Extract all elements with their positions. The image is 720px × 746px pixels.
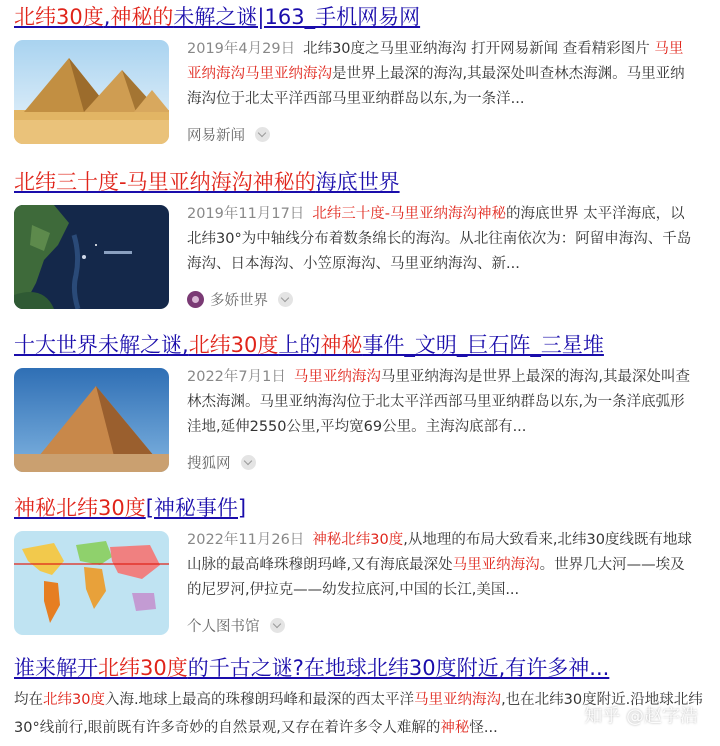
result-source[interactable]	[187, 614, 285, 636]
result-thumbnail[interactable]	[14, 368, 169, 472]
text-segment: ,也在北纬30度附近.沿地球北纬30°线前行,眼前既有许多奇妙的自然景观,又存在着许多令人难解的	[14, 692, 703, 736]
result-thumbnail[interactable]	[14, 40, 169, 144]
result-title-link[interactable]	[14, 2, 710, 32]
result-thumbnail[interactable]	[14, 531, 169, 635]
search-result	[14, 167, 710, 309]
text-segment: 入海.地球上最高的珠穆朗玛峰和最深的西太平洋	[104, 692, 415, 708]
highlighted-keyword: 马里亚纳海沟马里亚纳海沟	[187, 41, 684, 82]
pyramid-image	[14, 368, 169, 472]
result-title-link[interactable]	[14, 167, 710, 197]
text-segment: 怪...	[469, 720, 498, 736]
text-segment: 北纬30度之马里亚纳海沟 打开网易新闻 查看精彩图片	[303, 41, 655, 57]
text-segment: [神秘事件]	[145, 496, 247, 520]
highlighted-keyword: 神秘的	[110, 5, 174, 29]
text-segment: 上的	[278, 333, 321, 357]
chevron-down-icon[interactable]	[241, 455, 256, 470]
result-thumbnail[interactable]	[14, 205, 169, 309]
highlighted-keyword: 北纬30度	[98, 656, 188, 680]
result-date: 2022年7月1日	[187, 369, 286, 385]
result-source[interactable]	[187, 123, 270, 145]
ocean-map-image	[14, 205, 169, 309]
highlighted-keyword: 北纬30度	[188, 333, 279, 357]
highlighted-keyword: 马里亚纳海沟	[414, 692, 502, 708]
highlighted-keyword: 马里亚纳海沟	[452, 557, 540, 573]
highlighted-keyword: 神秘北纬30度	[14, 496, 146, 520]
text-segment: 的海底世界 太平洋海底，以北纬30°为中轴线分布着数条绵长的海沟。从北往南依次为：阿留申海沟、千岛海沟、日本海沟、小笠原海沟、马里亚纳海沟、新...	[187, 206, 692, 272]
source-name: 个人图书馆	[187, 618, 260, 635]
avatar	[187, 291, 204, 308]
result-abstract	[187, 365, 692, 440]
text-segment: ,	[103, 5, 111, 29]
highlighted-keyword: 北纬30度	[14, 5, 104, 29]
result-abstract	[187, 202, 692, 277]
text-segment: 谁来解开	[14, 656, 98, 680]
highlighted-keyword: 神秘	[320, 333, 363, 357]
highlighted-keyword: 北纬30度	[43, 692, 105, 708]
search-result	[14, 653, 710, 683]
result-title-link[interactable]	[14, 493, 710, 523]
result-date: 2022年11月26日	[187, 532, 305, 548]
chevron-down-icon[interactable]	[255, 127, 270, 142]
text-segment: ,从地理的布局大致看来,北纬30度线既有地球山脉的最高峰珠穆朗玛峰,又有海底最深处	[187, 532, 692, 573]
result-title-link[interactable]	[14, 653, 710, 683]
result-source[interactable]	[187, 451, 256, 473]
text-segment: 。世界几大河——埃及的尼罗河,伊拉克——幼发拉底河,中国的长江,美国...	[187, 557, 685, 598]
source-name: 搜狐网	[187, 455, 231, 472]
text-segment: 的千古之谜?在地球北纬30度附近,有许多神...	[187, 656, 610, 680]
result-title-link[interactable]	[14, 330, 710, 360]
search-result	[14, 2, 710, 144]
highlighted-keyword: 北纬三十度-马里亚纳海沟神秘	[312, 206, 507, 222]
result-abstract	[187, 37, 692, 112]
source-name: 多娇世界	[210, 292, 268, 309]
source-name: 网易新闻	[187, 127, 245, 144]
search-result	[14, 330, 710, 472]
text-segment: 未解之谜|163_手机网易网	[173, 5, 421, 29]
chevron-down-icon[interactable]	[270, 618, 285, 633]
text-segment: 是世界上最深的海沟,其最深处叫查林杰海渊。马里亚纳海沟位于北太平洋西部马里亚纳群岛以东,为一条洋...	[187, 66, 685, 107]
result-abstract	[187, 528, 692, 603]
search-result	[14, 493, 710, 635]
highlighted-keyword: 北纬三十度-马里亚纳海沟神秘的	[14, 170, 316, 194]
chevron-down-icon[interactable]	[278, 292, 293, 307]
text-segment: 十大世界未解之谜,	[14, 333, 189, 357]
text-segment: 事件_文明_巨石阵_三星堆	[362, 333, 604, 357]
text-segment: 均在	[14, 692, 43, 708]
highlighted-keyword: 马里亚纳海沟	[293, 369, 381, 385]
text-segment: 海底世界	[315, 170, 400, 194]
result-date: 2019年11月17日	[187, 206, 305, 222]
result-date: 2019年4月29日	[187, 41, 296, 57]
world-map-image	[14, 531, 169, 635]
text-segment: 马里亚纳海沟是世界上最深的海沟,其最深处叫查林杰海渊。马里亚纳海沟位于北太平洋西部马里亚纳群岛以东,为一条洋底弧形洼地,延伸2550公里,平均宽69公里。主海沟底部有...	[187, 369, 690, 435]
result-source[interactable]	[187, 288, 293, 310]
highlighted-keyword: 神秘北纬30度	[312, 532, 404, 548]
watermark: 知乎 @赵字浩	[584, 706, 698, 727]
pyramids-image	[14, 40, 169, 144]
highlighted-keyword: 神秘	[440, 720, 470, 736]
